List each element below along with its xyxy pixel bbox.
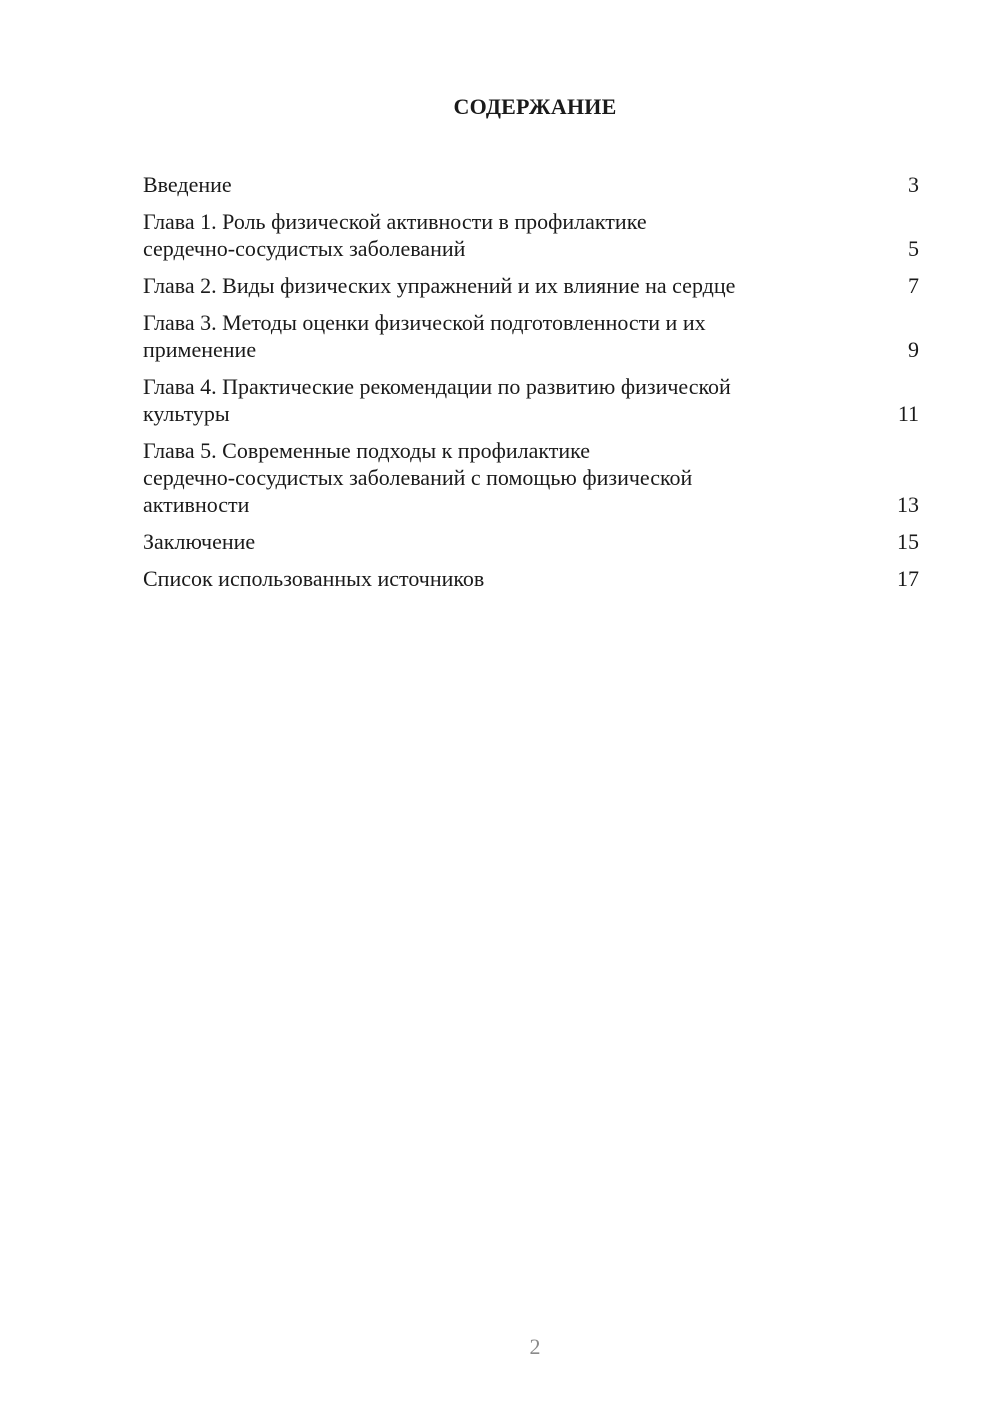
toc-entry-page: 15 xyxy=(897,529,919,554)
toc-title: СОДЕРЖАНИЕ xyxy=(453,94,617,119)
toc-entry-line: Глава 3. Методы оценки физической подготовленности и их xyxy=(143,310,706,335)
toc-entry-conclusion[interactable] xyxy=(143,528,919,555)
toc-entry-chapter-4[interactable] xyxy=(143,373,919,427)
toc-entry-introduction[interactable] xyxy=(143,171,919,198)
toc-entry-text xyxy=(143,437,919,518)
toc-entry-chapter-3[interactable] xyxy=(143,309,919,363)
toc-entry-page: 7 xyxy=(908,273,919,298)
toc-entry-line: Глава 4. Практические рекомендации по развитию физической xyxy=(143,374,731,399)
toc-entry-chapter-5[interactable] xyxy=(143,437,919,518)
toc-entry-page: 9 xyxy=(908,337,919,362)
toc-entry-references[interactable] xyxy=(143,565,919,592)
toc-entry-line: Глава 5. Современные подходы к профилактике xyxy=(143,438,591,463)
toc-entry-line: сердечно-сосудистых заболеваний xyxy=(143,236,466,261)
toc-entry-text xyxy=(143,373,919,427)
toc-entry-page: 5 xyxy=(908,236,919,261)
toc-entry-text xyxy=(143,565,919,592)
toc-entry-page: 3 xyxy=(908,172,919,197)
toc-entry-text xyxy=(143,171,919,198)
toc-entry-page: 11 xyxy=(897,401,919,426)
toc-entry-text xyxy=(143,528,919,555)
toc-list xyxy=(143,171,919,602)
toc-entry-line: Список использованных источников xyxy=(143,566,485,591)
toc-entry-line: Глава 2. Виды физических упражнений и их влияние на сердце xyxy=(143,273,736,298)
toc-entry-line: Глава 1. Роль физической активности в профилактике xyxy=(143,209,647,234)
toc-entry-chapter-2[interactable] xyxy=(143,272,919,299)
toc-entry-chapter-1[interactable] xyxy=(143,208,919,262)
toc-entry-line: Заключение xyxy=(143,529,256,554)
toc-entry-page: 17 xyxy=(897,566,919,591)
toc-entry-text xyxy=(143,208,919,262)
toc-entry-line: применение xyxy=(143,337,257,362)
toc-entry-line: активности xyxy=(143,492,250,517)
toc-entry-text xyxy=(143,272,919,299)
page-number: 2 xyxy=(529,1334,541,1359)
toc-entry-line: сердечно-сосудистых заболеваний с помощью физической xyxy=(143,465,693,490)
toc-entry-line: Введение xyxy=(143,172,232,197)
toc-entry-page: 13 xyxy=(897,492,919,517)
toc-entry-line: культуры xyxy=(143,401,230,426)
toc-entry-text xyxy=(143,309,919,363)
